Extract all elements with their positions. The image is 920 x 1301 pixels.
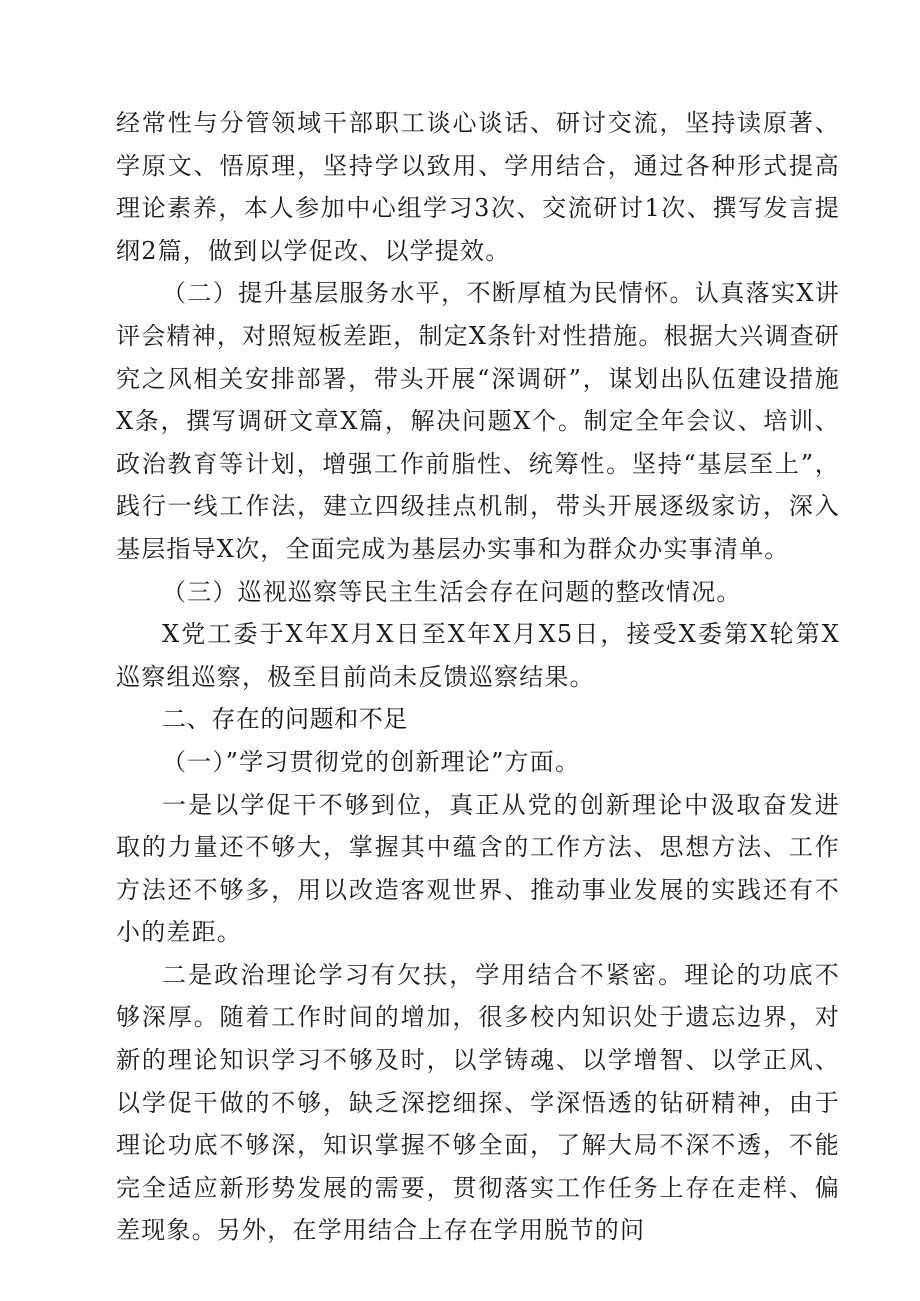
section-heading-problems: 二、存在的问题和不足 bbox=[162, 705, 408, 734]
paragraph-problem-two: 二是政治理论学习有欠扶，学用结合不紧密。理论的功底不够深厚。随着工作时间的增加，很多校内知识处于遗忘边界，对新的理论知识学习不够及时，以学铸魂、以学增智、以学正风、以学促干做的不够，缺乏深挖细探、学深悟透的钻研精神，由于理论功底不够深，知识掌握不够全面，了解大局不深不透，不能完全适应新形势发展的需要，贯彻落实工作任务上存在走样、偏差现象。另外，在学用结合上存在学用脱节的问 bbox=[116, 960, 840, 1245]
paragraph-inspection-status: X党工委于X年X月X日至X年X月X5日，接受X委第X轮第X巡察组巡察，极至目前尚未反馈巡察结果。 bbox=[116, 620, 840, 691]
paragraph-theory-aspect-title: （一）”学习贯彻党的创新理论”方面。 bbox=[162, 747, 581, 776]
paragraph-inspection-rectification-title: （三）巡视巡察等民主生活会存在问题的整改情况。 bbox=[162, 577, 742, 606]
document-body bbox=[116, 102, 840, 1252]
paragraph-grassroots-service: （二）提升基层服务水平，不断厚植为民情怀。认真落实X讲评会精神，对照短板差距，制定X条针对性措施。根据大兴调查研究之风相关安排部署，带头开展“深调研”，谋划出队伍建设措施X条，撰写调研文章X篇，解决问题X个。制定全年会议、培训、政治教育等计划，增强工作前脂性、统筹性。坚持“基层至上”，践行一线工作法，建立四级挂点机制，带头开展逐级家访，深入基层指导X次，全面完成为基层办实事和为群众办实事清单。 bbox=[116, 279, 840, 563]
paragraph-problem-one: 一是以学促干不够到位，真正从党的创新理论中汲取奋发进取的力量还不够大，掌握其中蕴含的工作方法、思想方法、工作方法还不够多，用以改造客观世界、推动事业发展的实践还有不小的差距。 bbox=[116, 790, 840, 947]
paragraph-continued-study: 经常性与分管领域干部职工谈心谈话、研讨交流，坚持读原著、学原文、悟原理，坚持学以致用、学用结合，通过各种形式提高理论素养，本人参加中心组学习3次、交流研讨1次、撰写发言提纲2篇，做到以学促改、以学提效。 bbox=[116, 109, 840, 265]
